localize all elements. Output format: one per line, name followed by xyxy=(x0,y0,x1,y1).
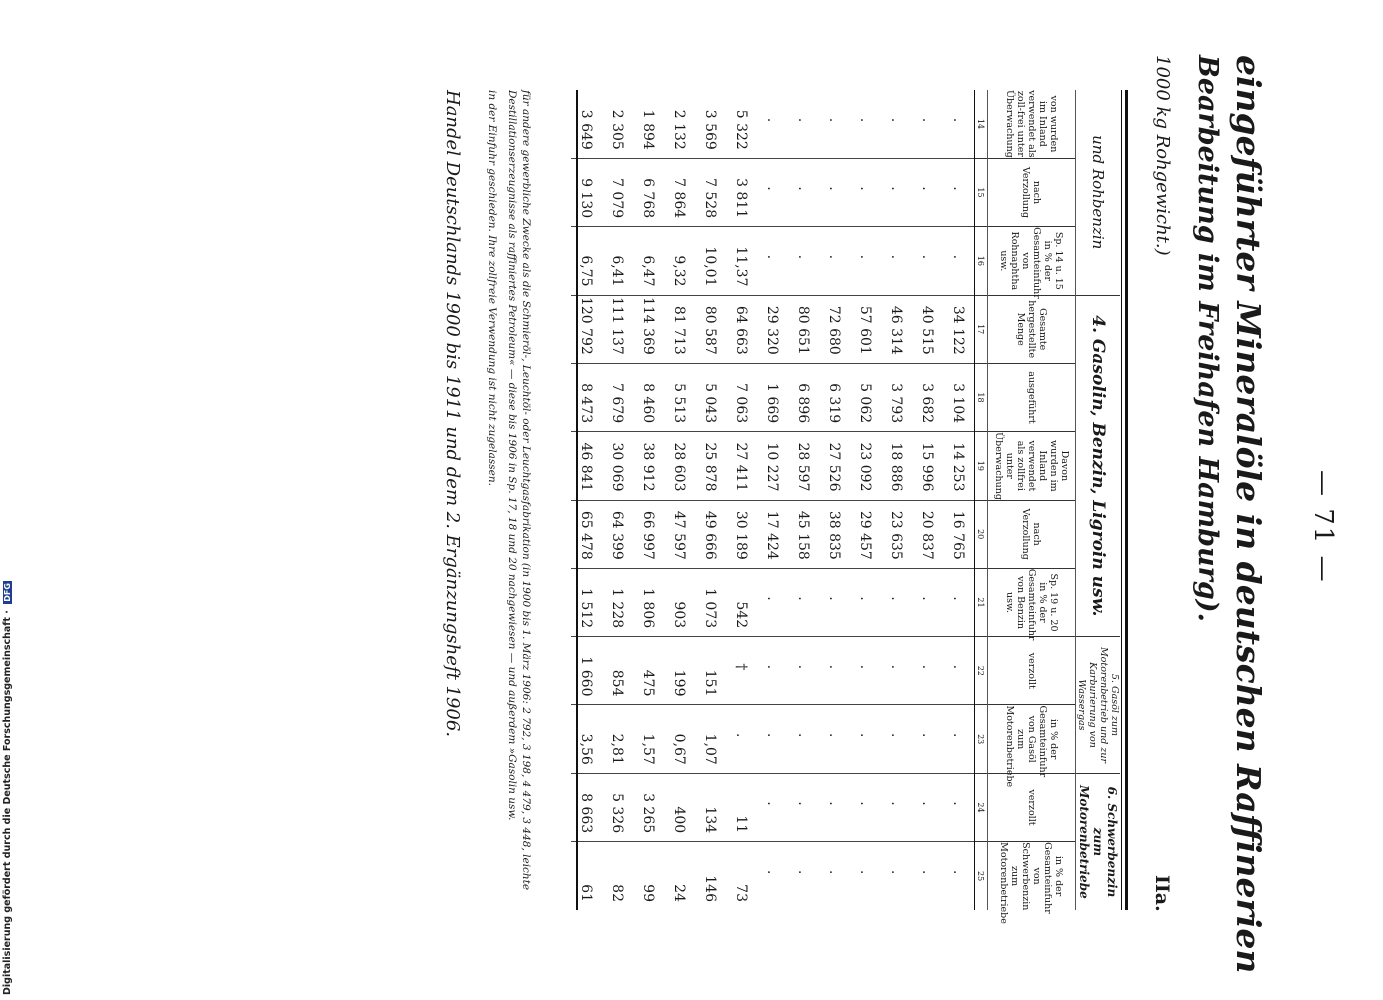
col-header-14: von wurden im Inland verwendet als zoll-frei unter Überwachung xyxy=(988,90,1076,158)
table-cell: 23 635 xyxy=(881,500,912,568)
table-cell: . xyxy=(757,842,788,910)
table-cell: . xyxy=(788,773,819,841)
table-cell: 1,07 xyxy=(695,705,726,773)
table-cell: . xyxy=(788,568,819,636)
table-cell: . xyxy=(850,637,881,705)
table-cell: . xyxy=(788,158,819,226)
table-cell: 25 878 xyxy=(695,432,726,500)
table-cell: 6 768 xyxy=(633,158,664,226)
table-row xyxy=(819,90,850,910)
col-header-16: Sp. 14 u. 15 in % der Gesamteinfuhr von Rohnaphtha usw. xyxy=(988,227,1076,295)
table-cell: . xyxy=(850,568,881,636)
table-cell: 6,41 xyxy=(602,227,633,295)
table-cell: 17 424 xyxy=(757,500,788,568)
table-cell: 11,37 xyxy=(726,227,757,295)
table-cell: 2,81 xyxy=(602,705,633,773)
table-cell: 72 680 xyxy=(819,295,850,363)
table-cell: 3 569 xyxy=(702,109,719,150)
table-cell: 6,47 xyxy=(633,227,664,295)
table-cell: 3 682 xyxy=(912,363,943,431)
table-cell: 80 587 xyxy=(695,295,726,363)
table-cell: 57 601 xyxy=(850,295,881,363)
table-cell: 24 xyxy=(664,842,695,910)
col-number: 21 xyxy=(975,568,988,636)
table-cell: . xyxy=(819,158,850,226)
table-cell: 8 473 xyxy=(571,363,602,431)
table-cell: † xyxy=(726,637,757,705)
table-cell: 1 228 xyxy=(602,568,633,636)
table-cell: 542 xyxy=(726,568,757,636)
table-cell: 2 305 xyxy=(609,109,626,150)
col-header-20: nach Verzollung xyxy=(988,500,1076,568)
table-cell: . xyxy=(819,227,850,295)
table-rule-top xyxy=(1125,90,1128,910)
table-cell: . xyxy=(819,637,850,705)
table-cell: 120 792 xyxy=(571,295,602,363)
table-cell: 1 806 xyxy=(633,568,664,636)
data-table xyxy=(571,90,1120,924)
table-cell: 29 457 xyxy=(850,500,881,568)
table-cell: 27 411 xyxy=(726,432,757,500)
table-cell: 64 663 xyxy=(726,295,757,363)
table-cell: . xyxy=(943,568,975,636)
table-row xyxy=(664,90,695,910)
table-cell: 6,75 xyxy=(571,227,602,295)
table-cell: 30 069 xyxy=(602,432,633,500)
table-row xyxy=(757,90,788,910)
table-cell: 47 597 xyxy=(664,500,695,568)
group-header-gasoel: 5. Gasöl zum Motorenbetrieb und zur Karburierung von Wassergas xyxy=(1076,637,1121,774)
table-cell: 5 326 xyxy=(602,773,633,841)
table-cell: 1 669 xyxy=(757,363,788,431)
table-cell: 1 512 xyxy=(571,568,602,636)
table-cell: 5 322 xyxy=(733,109,750,150)
table-cell: . xyxy=(950,117,967,123)
table-cell: 6 319 xyxy=(819,363,850,431)
table-cell: 6 896 xyxy=(788,363,819,431)
table-body xyxy=(571,90,975,910)
table-cell: 111 137 xyxy=(602,295,633,363)
table-cell: 1 073 xyxy=(695,568,726,636)
table-cell: . xyxy=(881,705,912,773)
col-header-22: verzollt xyxy=(988,637,1076,705)
table-cell: . xyxy=(912,158,943,226)
table-cell: . xyxy=(788,842,819,910)
table-cell: . xyxy=(888,117,905,123)
table-cell: 46 841 xyxy=(571,432,602,500)
table-row xyxy=(943,90,975,910)
table-cell: . xyxy=(788,705,819,773)
table-cell: 854 xyxy=(602,637,633,705)
table-cell: . xyxy=(943,705,975,773)
footnote-2: in der Einfuhr geschieden. Ihre zollfreie Verwendung ist nicht zugelassen. xyxy=(486,90,498,486)
table-cell: . xyxy=(819,568,850,636)
table-cell: . xyxy=(819,773,850,841)
table-cell: 8 663 xyxy=(571,773,602,841)
table-cell: . xyxy=(912,705,943,773)
table-cell: . xyxy=(850,227,881,295)
table-cell: 82 xyxy=(602,842,633,910)
table-cell: . xyxy=(881,842,912,910)
table-cell: 7 079 xyxy=(602,158,633,226)
dfg-logo: DFG xyxy=(3,583,12,602)
table-cell: 66 997 xyxy=(633,500,664,568)
table-cell: . xyxy=(819,705,850,773)
col-number: 14 xyxy=(975,90,988,158)
table-cell: . xyxy=(850,773,881,841)
table-cell: 903 xyxy=(664,568,695,636)
table-cell: 27 526 xyxy=(819,432,850,500)
table-cell: . xyxy=(757,158,788,226)
table-cell: 23 092 xyxy=(850,432,881,500)
table-cell: . xyxy=(919,117,936,123)
table-cell: 38 912 xyxy=(633,432,664,500)
table-cell: 46 314 xyxy=(881,295,912,363)
table-cell: 20 837 xyxy=(912,500,943,568)
table-cell: 28 597 xyxy=(788,432,819,500)
col-number: 19 xyxy=(975,432,988,500)
table-cell: . xyxy=(850,705,881,773)
table-cell: . xyxy=(819,842,850,910)
table-cell: 1,57 xyxy=(633,705,664,773)
col-number: 23 xyxy=(975,705,988,773)
unit-note: 1000 kg Rohgewicht.) xyxy=(1152,55,1173,256)
table-cell: . xyxy=(764,117,781,123)
table-cell: . xyxy=(850,158,881,226)
table-cell: . xyxy=(943,637,975,705)
table-row xyxy=(912,90,943,910)
table-row xyxy=(788,90,819,910)
section-tag: IIa. xyxy=(1151,875,1173,912)
table-cell: 151 xyxy=(695,637,726,705)
page-subtitle: Bearbeitung im Freihafen Hamburg). xyxy=(1192,55,1223,622)
table-row xyxy=(881,90,912,910)
table-cell: . xyxy=(943,227,975,295)
table-cell: 28 603 xyxy=(664,432,695,500)
table-cell: . xyxy=(943,842,975,910)
table-row xyxy=(695,90,726,910)
table-cell: 2 132 xyxy=(671,109,688,150)
table-rule-bottom xyxy=(576,90,578,910)
table-cell: 5 062 xyxy=(850,363,881,431)
table-cell: 10,01 xyxy=(695,227,726,295)
credit-text: Digitalisierung gefördert durch die Deutsche Forschungsgemeinschaft · xyxy=(2,610,13,995)
table-cell: 400 xyxy=(664,773,695,841)
table-cell: . xyxy=(757,705,788,773)
table-cell: 49 666 xyxy=(695,500,726,568)
table-cell: 9 130 xyxy=(571,158,602,226)
col-number: 24 xyxy=(975,773,988,841)
table-cell: . xyxy=(757,568,788,636)
table-cell: 8 460 xyxy=(633,363,664,431)
table-cell: . xyxy=(912,637,943,705)
table-cell: 3,56 xyxy=(571,705,602,773)
col-header-19: Davon wurden im Inland verwendet als zollfrei unter Überwachung xyxy=(988,432,1076,500)
table-cell: 3 265 xyxy=(633,773,664,841)
table-cell: . xyxy=(912,773,943,841)
table-cell: . xyxy=(912,568,943,636)
table-cell: 18 886 xyxy=(881,432,912,500)
col-number: 18 xyxy=(975,363,988,431)
table-cell: . xyxy=(881,227,912,295)
table-cell: . xyxy=(826,117,843,123)
col-header-23: in % der Gesamteinfuhr von Gasöl zum Motorenbetriebe xyxy=(988,705,1076,773)
col-number: 15 xyxy=(975,158,988,226)
table-cell: 146 xyxy=(695,842,726,910)
table-cell: 80 651 xyxy=(788,295,819,363)
table-cell: 14 253 xyxy=(943,432,975,500)
group-header-gasolin: 4. Gasolin, Benzin, Ligroin usw. xyxy=(1076,295,1121,637)
table-cell: 5 513 xyxy=(664,363,695,431)
table-cell: 64 399 xyxy=(602,500,633,568)
table-cell: . xyxy=(795,117,812,123)
table-cell: 34 122 xyxy=(943,295,975,363)
col-number: 25 xyxy=(975,842,988,910)
table-cell: 3 793 xyxy=(881,363,912,431)
table-cell: 10 227 xyxy=(757,432,788,500)
table-cell: . xyxy=(881,568,912,636)
col-header-25: in % der Gesamteinfuhr von Schwerbenzin zum Motorenbetriebe xyxy=(988,842,1076,910)
table-cell: . xyxy=(881,773,912,841)
source-footer: Handel Deutschlands 1900 bis 1911 und dem 2. Ergänzungsheft 1906. xyxy=(442,90,463,738)
page-title: eingeführter Mineralöle in deutschen Raffinerien xyxy=(1229,55,1268,974)
digitization-credit xyxy=(2,581,13,995)
col-header-15: nach Verzollung xyxy=(988,158,1076,226)
table-cell: . xyxy=(943,158,975,226)
table-cell: 475 xyxy=(633,637,664,705)
table-cell: 40 515 xyxy=(912,295,943,363)
table-cell: . xyxy=(726,705,757,773)
table-cell: 61 xyxy=(571,842,602,910)
table-cell: 11 xyxy=(726,773,757,841)
footnote-1: für andere gewerbliche Zwecke als die Schmieröl-, Leuchtöl- oder Leuchtgasfabrikation (in 1900 bis 1. März 1906: 2 792, 3 198, 4 479, 3 448, leichte Destillationserzeugnisse als raffiniertes Petroleum« — diese bis 1906 in Sp. 17, 18 und 20 nachgewiesen — und außerdem »Gasolin usw. xyxy=(506,90,532,891)
table-cell: 73 xyxy=(726,842,757,910)
table-cell: . xyxy=(912,227,943,295)
col-number: 22 xyxy=(975,637,988,705)
table-cell: 7 679 xyxy=(602,363,633,431)
table-rule-top-thin xyxy=(1121,90,1122,910)
page-number: — 71 — xyxy=(1308,470,1338,584)
table-row xyxy=(726,90,757,910)
table-cell: 9,32 xyxy=(664,227,695,295)
column-number-row xyxy=(975,90,988,910)
table-cell: . xyxy=(850,842,881,910)
table-cell: 7 528 xyxy=(695,158,726,226)
table-cell: 5 043 xyxy=(695,363,726,431)
table-cell: 99 xyxy=(633,842,664,910)
table-cell: . xyxy=(788,227,819,295)
col-header-24: verzollt xyxy=(988,773,1076,841)
table-cell: 0,67 xyxy=(664,705,695,773)
table-cell: 16 765 xyxy=(943,500,975,568)
table-cell: . xyxy=(881,158,912,226)
table-cell: . xyxy=(881,637,912,705)
table-cell: . xyxy=(943,773,975,841)
col-number: 20 xyxy=(975,500,988,568)
table-cell: 81 713 xyxy=(664,295,695,363)
table-cell: . xyxy=(757,227,788,295)
table-row xyxy=(850,90,881,910)
group-header-schwerbenzin: 6. Schwerbenzin zum Motorenbetriebe xyxy=(1076,773,1121,910)
col-header-17: Gesamte hergestellte Menge xyxy=(988,295,1076,363)
table-cell: 134 xyxy=(695,773,726,841)
table-cell: . xyxy=(912,842,943,910)
table-cell: . xyxy=(757,637,788,705)
table-cell: 3 104 xyxy=(943,363,975,431)
table-cell: 3 811 xyxy=(726,158,757,226)
table-cell: 29 320 xyxy=(757,295,788,363)
table-cell: 15 996 xyxy=(912,432,943,500)
table-cell: . xyxy=(857,117,874,123)
table-cell: 7 063 xyxy=(726,363,757,431)
table-cell: . xyxy=(788,637,819,705)
table-cell: 199 xyxy=(664,637,695,705)
col-number: 16 xyxy=(975,227,988,295)
table-cell: 1 894 xyxy=(640,109,657,150)
col-number: 17 xyxy=(975,295,988,363)
group-header-rohbenzin: und Rohbenzin xyxy=(1076,90,1121,295)
col-header-18: ausgeführt xyxy=(988,363,1076,431)
table-cell: 1 660 xyxy=(571,637,602,705)
table-cell: 65 478 xyxy=(571,500,602,568)
table-cell: 38 835 xyxy=(819,500,850,568)
table-cell: 30 189 xyxy=(726,500,757,568)
table-cell: 45 158 xyxy=(788,500,819,568)
table-row xyxy=(633,90,664,910)
table-cell: . xyxy=(757,773,788,841)
table-row xyxy=(602,90,633,910)
table-cell: 7 864 xyxy=(664,158,695,226)
table-cell: 114 369 xyxy=(633,295,664,363)
table-cell: 3 649 xyxy=(578,109,595,150)
col-header-21: Sp. 19 u. 20 in % der Gesamteinfuhr von Benzin usw. xyxy=(988,568,1076,636)
